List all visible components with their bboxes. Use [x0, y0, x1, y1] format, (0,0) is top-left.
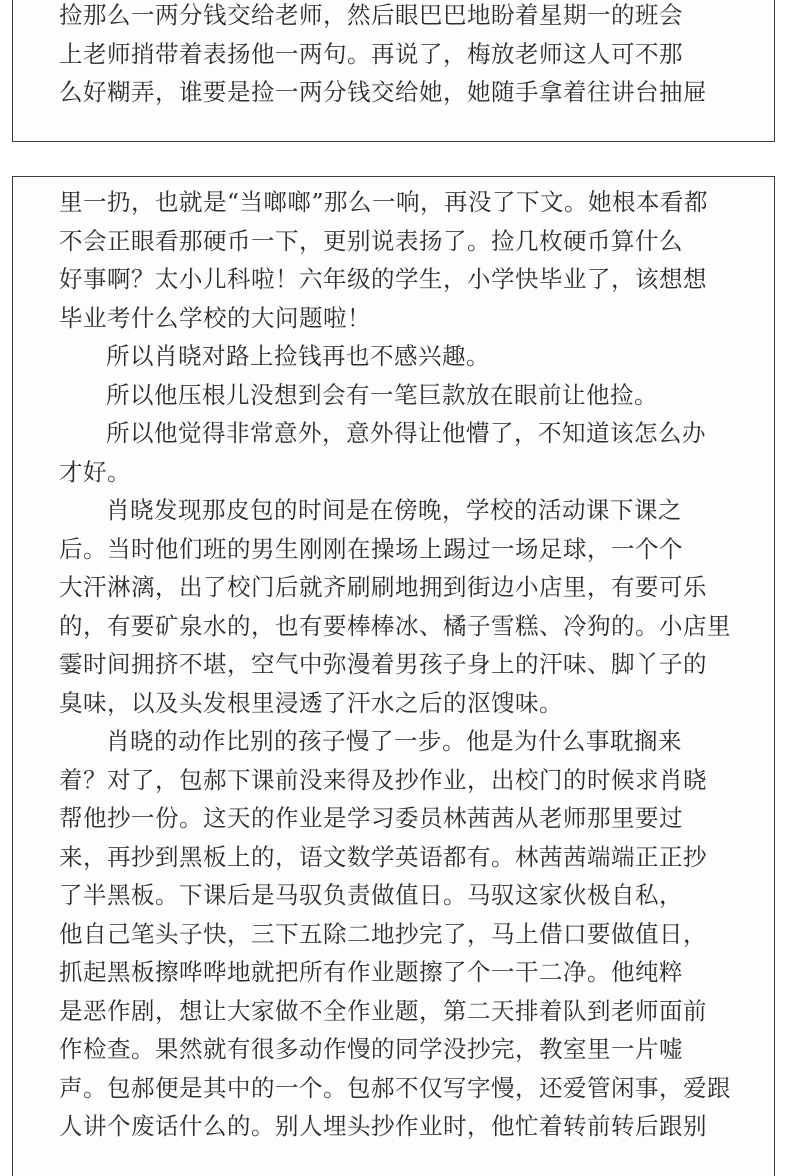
main-page-excerpt	[12, 176, 775, 1176]
top-excerpt-text	[59, 0, 749, 112]
text-line: 上老师捎带着表扬他一两句。再说了，梅放老师这人可不那	[59, 39, 683, 68]
text-line: 才好。	[59, 457, 131, 486]
text-line: 后。当时他们班的男生刚刚在操场上踢过一场足球，一个个	[59, 534, 683, 563]
paragraph-line: 所以肖晓对路上捡钱再也不感兴趣。	[106, 342, 490, 370]
text-line: 好事啊？太小儿科啦！六年级的学生，小学快毕业了，该想想	[59, 265, 707, 293]
text-line: 大汗淋漓，出了校门后就齐刷刷地拥到街边小店里，有要可乐	[59, 573, 707, 601]
text-line: 是恶作剧，想让大家做不全作业题，第二天排着队到老师面前	[59, 996, 707, 1025]
text-line: 抓起黑板擦哗哗地就把所有作业题擦了个一干二净。他纯粹	[59, 958, 683, 986]
text-line: 人讲个废话什么的。别人埋头抄作业时，他忙着转前转后跟别	[59, 1112, 707, 1140]
text-line: 声。包郝便是其中的一个。包郝不仅写字慢，还爱管闲事，爱跟	[59, 1073, 731, 1102]
main-excerpt-text	[59, 183, 749, 1146]
text-line: 捡那么一两分钱交给老师，然后眼巴巴地盼着星期一的班会	[59, 1, 683, 29]
paragraph-line: 所以他压根儿没想到会有一笔巨款放在眼前让他捡。	[106, 380, 658, 409]
text-line: 霎时间拥挤不堪，空气中弥漫着男孩子身上的汗味、脚丫子的	[59, 650, 707, 678]
text-line: 来，再抄到黑板上的，语文数学英语都有。林茜茜端端正正抄	[59, 842, 707, 871]
text-line: 了半黑板。下课后是马驭负责做值日。马驭这家伙极自私，	[59, 881, 683, 909]
paragraph-line: 肖晓的动作比别的孩子慢了一步。他是为什么事耽搁来	[106, 727, 682, 755]
text-line: 毕业考什么学校的大问题啦！	[59, 303, 371, 332]
top-page-excerpt	[12, 0, 775, 142]
paragraph-line: 所以他觉得非常意外，意外得让他懵了，不知道该怎么办	[106, 419, 706, 447]
text-line: 里一扔，也就是“当啷啷”那么一响，再没了下文。她根本看都	[59, 188, 709, 216]
text-line: 么好糊弄，谁要是捡一两分钱交给她，她随手拿着往讲台抽屉	[59, 78, 707, 106]
text-line: 臭味，以及头发根里浸透了汗水之后的沤馊味。	[59, 688, 563, 717]
text-line: 着？对了，包郝下课前没来得及抄作业，出校门的时候求肖晓	[59, 765, 707, 794]
text-line: 的，有要矿泉水的，也有要棒棒冰、橘子雪糕、冷狗的。小店里	[59, 611, 731, 640]
text-line: 不会正眼看那硬币一下，更别说表扬了。捡几枚硬币算什么	[59, 226, 683, 255]
paragraph-line: 肖晓发现那皮包的时间是在傍晚，学校的活动课下课之	[106, 496, 682, 524]
text-line: 他自己笔头子快，三下五除二地抄完了，马上借口要做值日，	[59, 919, 707, 948]
text-line: 帮他抄一份。这天的作业是学习委员林茜茜从老师那里要过	[59, 804, 683, 832]
text-line: 作检查。果然就有很多动作慢的同学没抄完，教室里一片嘘	[59, 1035, 683, 1063]
